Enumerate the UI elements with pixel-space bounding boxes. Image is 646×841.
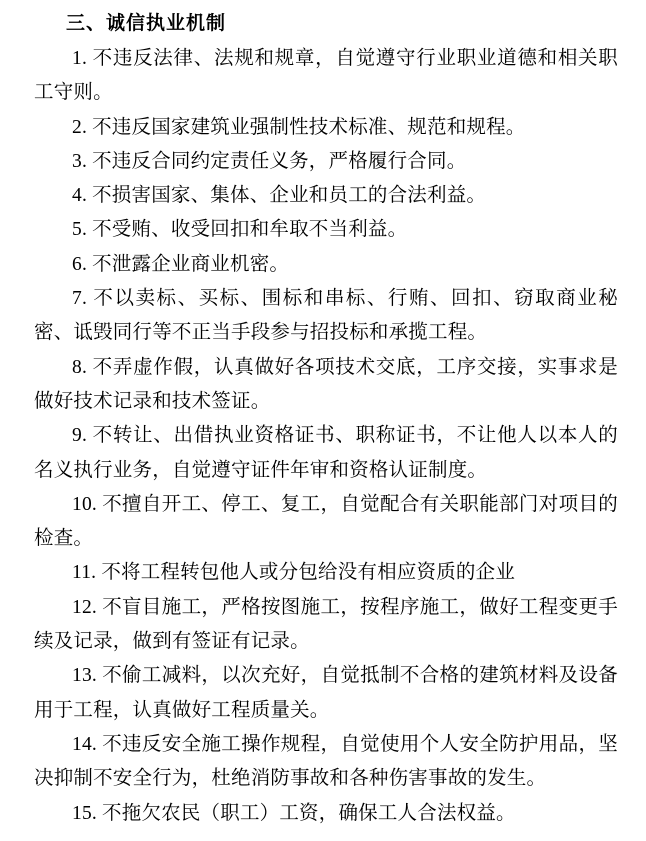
paragraph-13: 13. 不偷工减料，以次充好，自觉抵制不合格的建筑材料及设备用于工程，认真做好工程质量关。 <box>34 665 618 721</box>
paragraph-11: 11. 不将工程转包他人或分包给没有相应资质的企业 <box>72 562 516 584</box>
paragraph-14: 14. 不违反安全施工操作规程，自觉使用个人安全防护用品，坚决抑制不安全行为，杜绝消防事故和各种伤害事故的发生。 <box>34 733 618 790</box>
paragraph-6: 6. 不泄露企业商业机密。 <box>72 253 290 275</box>
paragraph-4: 4. 不损害国家、集体、企业和员工的合法利益。 <box>72 185 487 207</box>
paragraph-15: 15. 不拖欠农民（职工）工资，确保工人合法权益。 <box>72 802 516 824</box>
paragraph-5: 5. 不受贿、收受回扣和牟取不当利益。 <box>72 219 408 241</box>
paragraph-3: 3. 不违反合同约定责任义务，严格履行合同。 <box>72 150 467 172</box>
paragraph-10: 10. 不擅自开工、停工、复工，自觉配合有关职能部门对项目的检查。 <box>34 493 618 550</box>
paragraph-9: 9. 不转让、出借执业资格证书、职称证书，不让他人以本人的名义执行业务，自觉遵守证件年审和资格认证制度。 <box>34 425 618 481</box>
section-heading: 三、诚信执业机制 <box>66 12 227 34</box>
paragraph-1: 1. 不违反法律、法规和规章，自觉遵守行业职业道德和相关职工守则。 <box>34 48 618 104</box>
paragraph-8: 8. 不弄虚作假，认真做好各项技术交底，工序交接，实事求是做好技术记录和技术签证。 <box>34 356 618 412</box>
paragraph-12: 12. 不盲目施工，严格按图施工，按程序施工，做好工程变更手续及记录，做到有签证有记录。 <box>34 596 618 653</box>
paragraph-2: 2. 不违反国家建筑业强制性技术标准、规范和规程。 <box>72 116 526 138</box>
paragraph-7: 7. 不以卖标、买标、围标和串标、行贿、回扣、窃取商业秘密、诋毁同行等不正当手段参与招投标和承揽工程。 <box>34 288 618 344</box>
